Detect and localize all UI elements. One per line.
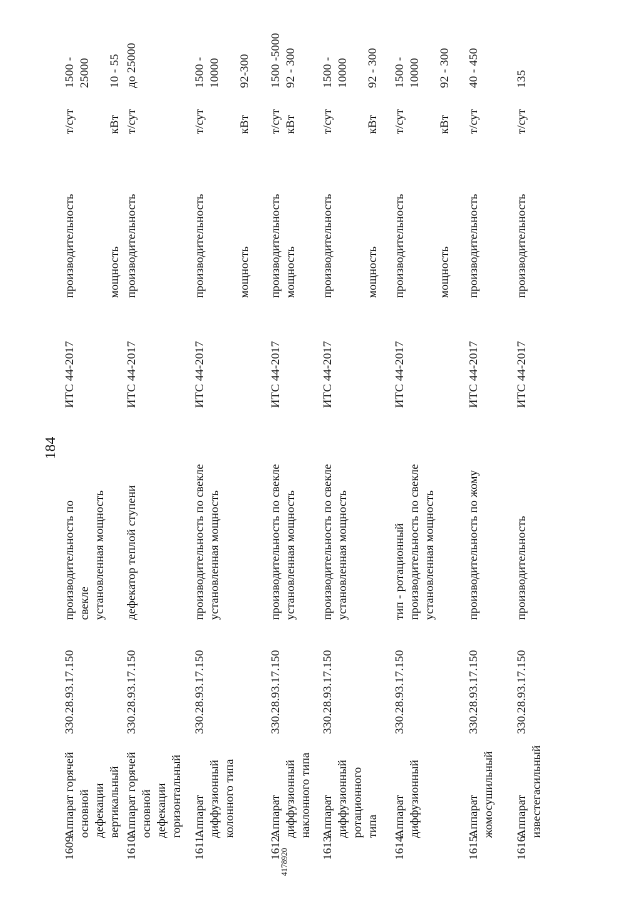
row-number: 1611.	[192, 833, 206, 860]
equipment-name	[320, 718, 380, 838]
parameter-list	[192, 408, 222, 620]
indicator-list-line	[92, 138, 107, 298]
unit-list-line	[92, 98, 107, 134]
value-list-line: 92 - 300	[437, 48, 451, 88]
page-number: 184	[43, 436, 59, 460]
equipment-name	[268, 718, 313, 838]
value-list-line: 1500 -5000	[268, 33, 282, 88]
value-list	[62, 28, 122, 88]
standard-ref: ИТС 44-2017	[466, 341, 480, 408]
unit-list-line: т/сут	[268, 109, 282, 134]
equipment-name-line: Аппарат горячей	[124, 751, 138, 838]
unit-list	[392, 98, 452, 134]
indicator-list	[124, 138, 139, 298]
unit-list-line: кВт	[237, 114, 251, 134]
value-list-line: 40 - 450	[466, 48, 480, 88]
okpd-code: 330.28.93.17.150	[514, 650, 528, 734]
parameter-list-line: дефекатор теплой ступени	[124, 485, 138, 620]
document-code: 4178920	[280, 848, 289, 876]
standard-ref: ИТС 44-2017	[268, 341, 282, 408]
equipment-name	[192, 718, 237, 838]
okpd-code: 330.28.93.17.150	[268, 650, 282, 734]
row-number: 1614.	[392, 833, 406, 860]
parameter-list	[268, 408, 298, 620]
unit-list-line	[222, 98, 237, 134]
standard-ref: ИТС 44-2017	[514, 341, 528, 408]
parameter-list-line: установленная мощность	[207, 490, 221, 620]
indicator-list-line: производительность	[514, 193, 528, 298]
value-list-line: 1500 -	[320, 57, 334, 88]
indicator-list-line: мощность	[365, 246, 379, 298]
indicator-list-line	[77, 138, 92, 298]
equipment-name-line: известегасильный	[529, 745, 543, 838]
value-list	[466, 28, 481, 88]
equipment-name-line: диффузионный	[283, 759, 297, 838]
okpd-code: 330.28.93.17.150	[192, 650, 206, 734]
parameter-list-line: тип - ротационный	[392, 523, 406, 620]
unit-list-line: т/сут	[192, 109, 206, 134]
equipment-name-line: горизонтальный	[169, 754, 183, 838]
equipment-name-line: типа	[365, 814, 379, 838]
value-list-line	[222, 28, 237, 88]
indicator-list-line: мощность	[283, 246, 297, 298]
equipment-name-line: колонного типа	[222, 759, 236, 838]
indicator-list-line	[350, 138, 365, 298]
equipment-name-line: диффузионный	[335, 759, 349, 838]
value-list-line: 10000	[407, 58, 421, 88]
equipment-name-line: Аппарат	[514, 794, 528, 838]
parameter-list-line: установленная мощность	[422, 490, 436, 620]
equipment-name	[466, 718, 496, 838]
indicator-list-line	[207, 138, 222, 298]
unit-list-line: кВт	[107, 114, 121, 134]
equipment-name-line: диффузионный	[207, 759, 221, 838]
row-number: 1609.	[62, 833, 76, 860]
parameter-list	[124, 408, 139, 620]
value-list	[268, 28, 298, 88]
value-list	[192, 28, 252, 88]
unit-list	[320, 98, 380, 134]
row-number: 1616.	[514, 833, 528, 860]
equipment-name-line: вертикальный	[107, 766, 121, 838]
value-list-line: 92 - 300	[283, 48, 297, 88]
value-list-line: 135	[514, 70, 528, 88]
row-number: 1613.	[320, 833, 334, 860]
parameter-list-line: установленная мощность	[335, 490, 349, 620]
value-list	[124, 28, 139, 88]
value-list-line: 10 - 55	[107, 54, 121, 88]
unit-list	[514, 98, 529, 134]
value-list-line: 10000	[207, 58, 221, 88]
standard-ref: ИТС 44-2017	[124, 341, 138, 408]
unit-list-line: т/сут	[392, 109, 406, 134]
equipment-name-line: основной	[77, 789, 91, 838]
parameter-list-line: установленная мощность	[92, 490, 106, 620]
parameter-list	[392, 408, 437, 620]
indicator-list-line: производительность	[62, 193, 76, 298]
parameter-list	[320, 408, 350, 620]
parameter-list-line: производительность по свекле	[192, 464, 206, 620]
indicator-list-line: мощность	[237, 246, 251, 298]
value-list	[320, 28, 380, 88]
indicator-list-line: производительность	[466, 193, 480, 298]
okpd-code: 330.28.93.17.150	[320, 650, 334, 734]
unit-list-line: т/сут	[62, 109, 76, 134]
unit-list-line	[335, 98, 350, 134]
unit-list-line: т/сут	[320, 109, 334, 134]
row-number: 1612.	[268, 833, 282, 860]
value-list-line: 92 - 300	[365, 48, 379, 88]
indicator-list-line: мощность	[437, 246, 451, 298]
indicator-list	[62, 138, 122, 298]
indicator-list	[268, 138, 298, 298]
indicator-list	[392, 138, 452, 298]
indicator-list-line: производительность	[320, 193, 334, 298]
okpd-code: 330.28.93.17.150	[124, 650, 138, 734]
indicator-list-line: производительность	[392, 193, 406, 298]
unit-list-line	[77, 98, 92, 134]
unit-list-line: кВт	[283, 114, 297, 134]
parameter-list-line: свекле	[77, 586, 91, 620]
value-list-line: 1500 -	[392, 57, 406, 88]
indicator-list	[514, 138, 529, 298]
parameter-list-line: производительность по свекле	[268, 464, 282, 620]
parameter-list	[514, 408, 529, 620]
equipment-name-line: дефекации	[92, 783, 106, 838]
equipment-name-line: Аппарат горячей	[62, 751, 76, 838]
equipment-name-line: Аппарат	[192, 794, 206, 838]
equipment-name-line: Аппарат	[466, 794, 480, 838]
indicator-list-line	[422, 138, 437, 298]
unit-list-line: кВт	[437, 114, 451, 134]
standard-ref: ИТС 44-2017	[392, 341, 406, 408]
parameter-list	[62, 408, 107, 620]
equipment-name-line: основной	[139, 789, 153, 838]
equipment-name	[124, 718, 184, 838]
equipment-name	[392, 718, 422, 838]
indicator-list-line: производительность	[192, 193, 206, 298]
standard-ref: ИТС 44-2017	[192, 341, 206, 408]
equipment-name-line: дефекации	[154, 783, 168, 838]
parameter-list-line: производительность по свекле	[407, 464, 421, 620]
unit-list-line	[207, 98, 222, 134]
unit-list-line	[407, 98, 422, 134]
value-list-line: 92-300	[237, 54, 251, 88]
indicator-list-line: производительность	[268, 193, 282, 298]
parameter-list-line: производительность по жому	[466, 470, 480, 620]
equipment-name	[62, 718, 122, 838]
value-list-line: до 25000	[124, 42, 138, 88]
rotated-table-sheet	[38, 18, 543, 878]
unit-list-line: т/сут	[514, 109, 528, 134]
equipment-name-line: ротационного	[350, 767, 364, 838]
equipment-name-line: жомосушильный	[481, 751, 495, 838]
unit-list	[268, 98, 298, 134]
okpd-code: 330.28.93.17.150	[62, 650, 76, 734]
unit-list-line	[422, 98, 437, 134]
parameter-list-line: производительность по свекле	[320, 464, 334, 620]
equipment-name-line: Аппарат	[268, 794, 282, 838]
indicator-list-line	[222, 138, 237, 298]
unit-list	[62, 98, 122, 134]
unit-list	[192, 98, 252, 134]
parameter-list	[466, 408, 481, 620]
equipment-name	[514, 718, 544, 838]
indicator-list	[192, 138, 252, 298]
parameter-list-line: производительность по	[62, 500, 76, 620]
indicator-list-line	[407, 138, 422, 298]
unit-list-line: кВт	[365, 114, 379, 134]
indicator-list-line: мощность	[107, 246, 121, 298]
value-list-line: 1500 -	[62, 57, 76, 88]
indicator-list	[320, 138, 380, 298]
value-list-line	[350, 28, 365, 88]
value-list	[392, 28, 452, 88]
okpd-code: 330.28.93.17.150	[392, 650, 406, 734]
equipment-name-line: Аппарат	[320, 794, 334, 838]
unit-list-line: т/сут	[124, 109, 138, 134]
okpd-code: 330.28.93.17.150	[466, 650, 480, 734]
value-list-line: 10000	[335, 58, 349, 88]
value-list	[514, 28, 529, 88]
equipment-name-line: Аппарат	[392, 794, 406, 838]
equipment-name-line: наклонного типа	[298, 752, 312, 838]
equipment-name-line: диффузионный	[407, 759, 421, 838]
unit-list-line	[350, 98, 365, 134]
value-list-line	[422, 28, 437, 88]
unit-list	[466, 98, 481, 134]
indicator-list-line	[335, 138, 350, 298]
standard-ref: ИТС 44-2017	[62, 341, 76, 408]
row-number: 1610.	[124, 833, 138, 860]
equipment-table	[62, 18, 543, 860]
indicator-list-line: производительность	[124, 193, 138, 298]
unit-list	[124, 98, 139, 134]
parameter-list-line: производительность	[514, 515, 528, 620]
standard-ref: ИТС 44-2017	[320, 341, 334, 408]
parameter-list-line: установленная мощность	[283, 490, 297, 620]
value-list-line: 1500 -	[192, 57, 206, 88]
value-list-line: 25000	[77, 58, 91, 88]
row-number: 1615.	[466, 833, 480, 860]
value-list-line	[92, 28, 107, 88]
indicator-list	[466, 138, 481, 298]
unit-list-line: т/сут	[466, 109, 480, 134]
